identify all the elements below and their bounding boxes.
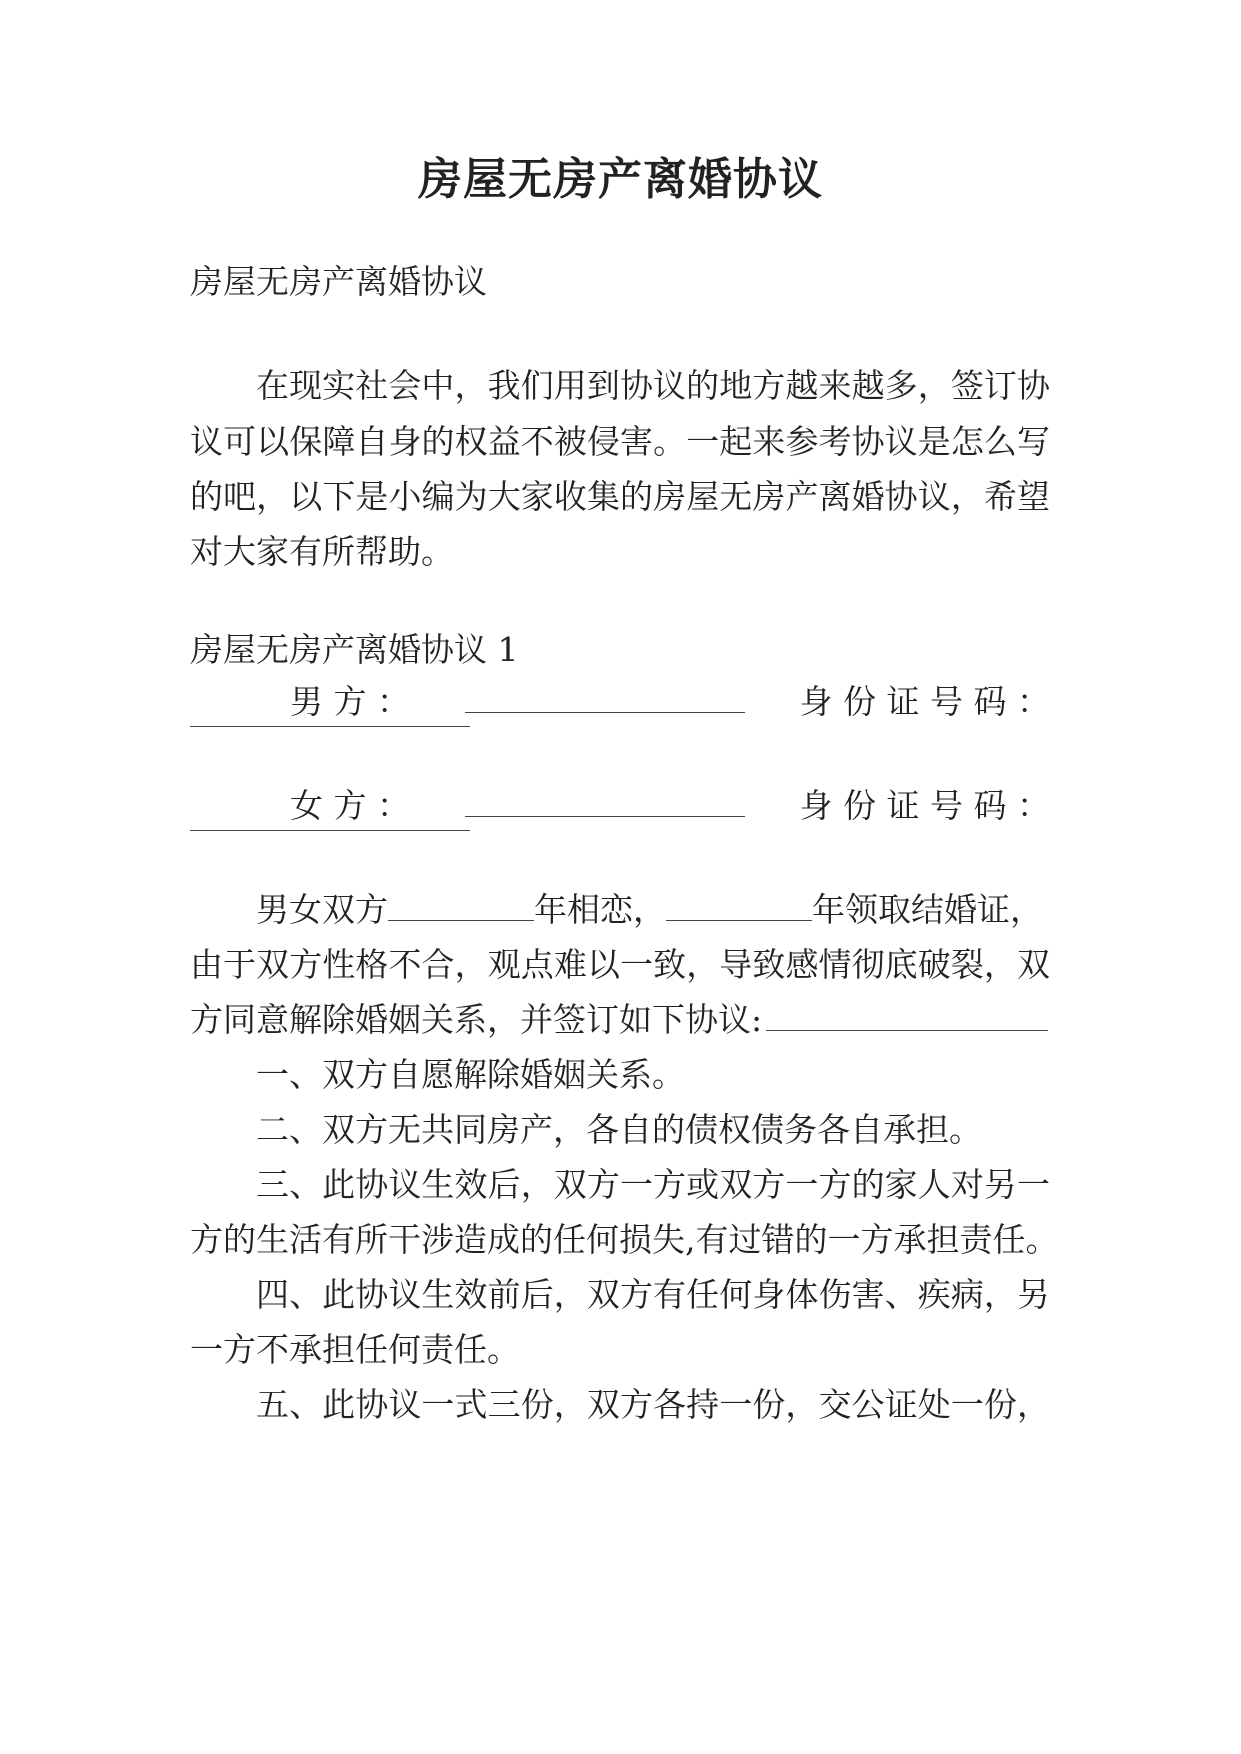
female-id-label: 身 份 证 号 码 ：: [799, 786, 1050, 825]
male-name-blank[interactable]: [465, 682, 745, 713]
intro-line: 在现实社会中，我们用到协议的地方越来越多，签订协: [256, 366, 1050, 405]
male-row: [190, 672, 1050, 732]
para1-line1: [256, 880, 1043, 940]
agreement-blank[interactable]: [766, 1000, 1048, 1031]
male-id-label: 身 份 证 号 码 ：: [799, 682, 1050, 721]
clause-line: 三、此协议生效后，双方一方或双方一方的家人对另一: [256, 1165, 1050, 1204]
clause-line: 方的生活有所干涉造成的任何损失,有过错的一方承担责任。: [190, 1220, 1059, 1259]
para1-text-b: 年相恋，: [534, 890, 666, 929]
para1-text-a: 男女双方: [256, 890, 388, 929]
section-title: 房屋无房产离婚协议 1: [190, 630, 519, 669]
clause-line: 一方不承担任何责任。: [190, 1330, 520, 1369]
love-years-blank[interactable]: [388, 890, 534, 921]
female-name-blank[interactable]: [465, 786, 745, 817]
male-id-blank[interactable]: [190, 726, 470, 727]
para1-line2: 由于双方性格不合，观点难以一致，导致感情彻底破裂，双: [190, 945, 1050, 984]
female-row: [190, 776, 1050, 836]
subtitle: 房屋无房产离婚协议: [190, 262, 487, 301]
para1-line3-text: 方同意解除婚姻关系，并签订如下协议:: [190, 1000, 763, 1039]
intro-line: 对大家有所帮助。: [190, 532, 454, 571]
clause-line: 一、双方自愿解除婚姻关系。: [256, 1055, 685, 1094]
document-title: 房屋无房产离婚协议: [418, 154, 823, 205]
clause-line: 五、此协议一式三份，双方各持一份，交公证处一份，: [256, 1385, 1050, 1424]
clause-line: 二、双方无共同房产，各自的债权债务各自承担。: [256, 1110, 982, 1149]
female-id-blank[interactable]: [190, 830, 470, 831]
para1-line3: [190, 990, 1048, 1050]
clause-line: 四、此协议生效前后，双方有任何身体伤害、疾病，另: [256, 1275, 1050, 1314]
intro-line: 议可以保障自身的权益不被侵害。一起来参考协议是怎么写: [190, 422, 1050, 461]
female-label: 女 方 ：: [290, 786, 410, 825]
para1-text-c: 年领取结婚证，: [812, 890, 1043, 929]
marriage-year-blank[interactable]: [666, 890, 812, 921]
male-label: 男 方 ：: [290, 682, 410, 721]
intro-line: 的吧，以下是小编为大家收集的房屋无房产离婚协议，希望: [190, 477, 1050, 516]
